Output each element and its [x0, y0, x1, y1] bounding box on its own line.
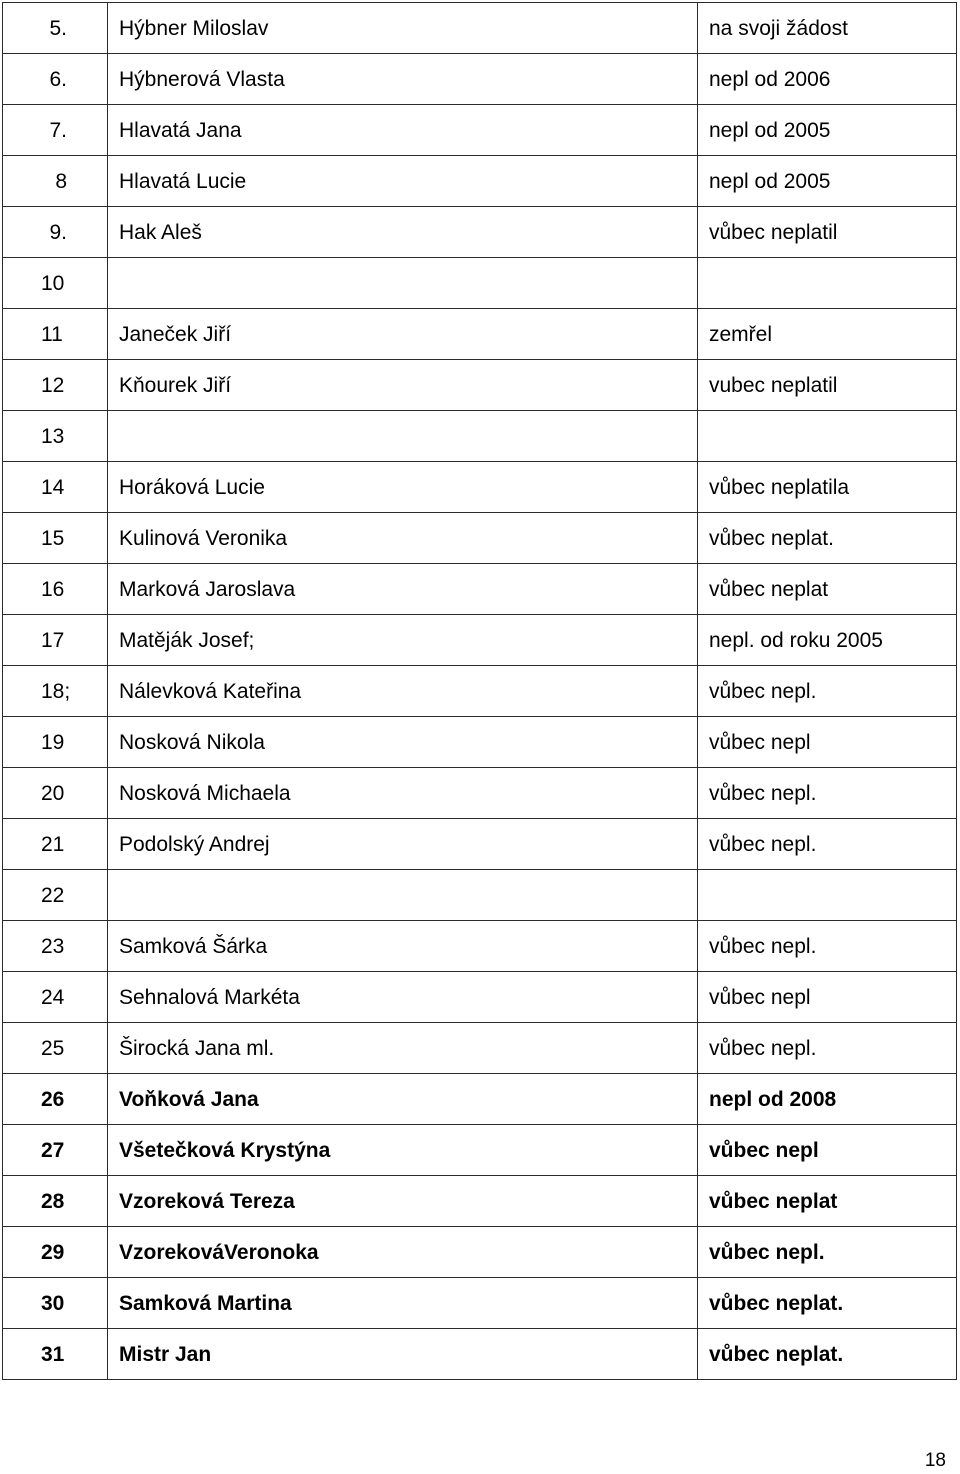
- row-number-cell: 27: [3, 1125, 108, 1176]
- row-number-cell: 6.: [3, 54, 108, 105]
- row-name-cell: Podolský Andrej: [108, 819, 698, 870]
- table-row: [3, 54, 957, 105]
- row-status-cell: nepl od 2005: [698, 156, 957, 207]
- table-row: [3, 615, 957, 666]
- row-number-cell: 7.: [3, 105, 108, 156]
- row-status-cell: vůbec neplat: [698, 1176, 957, 1227]
- row-name-cell: Vzoreková Tereza: [108, 1176, 698, 1227]
- row-status-cell: na svoji žádost: [698, 3, 957, 54]
- row-number-cell: 16: [3, 564, 108, 615]
- table-row: [3, 462, 957, 513]
- table-row: [3, 1074, 957, 1125]
- table-row: [3, 1227, 957, 1278]
- row-number-cell: 12: [3, 360, 108, 411]
- row-status-cell: vůbec nepl: [698, 717, 957, 768]
- row-name-cell: Mistr Jan: [108, 1329, 698, 1380]
- row-name-cell: Janeček Jiří: [108, 309, 698, 360]
- table-row: [3, 360, 957, 411]
- table-row: [3, 258, 957, 309]
- row-status-cell: [698, 258, 957, 309]
- row-name-cell: Horáková Lucie: [108, 462, 698, 513]
- page-number: 18: [924, 1450, 946, 1471]
- table-row: [3, 768, 957, 819]
- row-name-cell: Sehnalová Markéta: [108, 972, 698, 1023]
- row-status-cell: vůbec nepl.: [698, 768, 957, 819]
- table-row: [3, 870, 957, 921]
- row-status-cell: vůbec neplat.: [698, 1278, 957, 1329]
- row-name-cell: [108, 411, 698, 462]
- row-number-cell: 5.: [3, 3, 108, 54]
- row-status-cell: vůbec neplatila: [698, 462, 957, 513]
- row-number-cell: 18;: [3, 666, 108, 717]
- table-row: [3, 666, 957, 717]
- row-number-cell: 25: [3, 1023, 108, 1074]
- row-status-cell: vůbec nepl: [698, 1125, 957, 1176]
- table-row: [3, 1329, 957, 1380]
- row-number-cell: 19: [3, 717, 108, 768]
- table-row: [3, 819, 957, 870]
- row-name-cell: Hýbnerová Vlasta: [108, 54, 698, 105]
- row-name-cell: Matěják Josef;: [108, 615, 698, 666]
- row-number-cell: 24: [3, 972, 108, 1023]
- row-status-cell: nepl od 2008: [698, 1074, 957, 1125]
- row-status-cell: nepl od 2006: [698, 54, 957, 105]
- row-status-cell: vůbec neplat.: [698, 513, 957, 564]
- row-status-cell: zemřel: [698, 309, 957, 360]
- row-number-cell: 8: [3, 156, 108, 207]
- table-row: [3, 513, 957, 564]
- row-number-cell: 23: [3, 921, 108, 972]
- row-number-cell: 13: [3, 411, 108, 462]
- row-name-cell: Kňourek Jiří: [108, 360, 698, 411]
- table-row: [3, 411, 957, 462]
- row-name-cell: [108, 870, 698, 921]
- table-row: [3, 105, 957, 156]
- row-name-cell: Samková Martina: [108, 1278, 698, 1329]
- row-number-cell: 20: [3, 768, 108, 819]
- row-name-cell: Hýbner Miloslav: [108, 3, 698, 54]
- row-number-cell: 22: [3, 870, 108, 921]
- row-name-cell: Nosková Nikola: [108, 717, 698, 768]
- row-status-cell: vůbec nepl.: [698, 921, 957, 972]
- row-name-cell: Marková Jaroslava: [108, 564, 698, 615]
- row-name-cell: Širocká Jana ml.: [108, 1023, 698, 1074]
- row-status-cell: [698, 411, 957, 462]
- row-name-cell: VzorekováVeronoka: [108, 1227, 698, 1278]
- row-status-cell: nepl od 2005: [698, 105, 957, 156]
- row-number-cell: 14: [3, 462, 108, 513]
- table-row: [3, 207, 957, 258]
- row-number-cell: 29: [3, 1227, 108, 1278]
- row-status-cell: [698, 870, 957, 921]
- row-number-cell: 15: [3, 513, 108, 564]
- member-table-body: [3, 3, 957, 1380]
- member-table: [2, 2, 957, 1380]
- row-number-cell: 10: [3, 258, 108, 309]
- row-name-cell: Všetečková Krystýna: [108, 1125, 698, 1176]
- row-name-cell: Nosková Michaela: [108, 768, 698, 819]
- row-number-cell: 30: [3, 1278, 108, 1329]
- row-name-cell: Voňková Jana: [108, 1074, 698, 1125]
- row-status-cell: vůbec nepl.: [698, 819, 957, 870]
- table-row: [3, 1278, 957, 1329]
- row-number-cell: 31: [3, 1329, 108, 1380]
- row-number-cell: 21: [3, 819, 108, 870]
- row-number-cell: 28: [3, 1176, 108, 1227]
- row-name-cell: Hlavatá Lucie: [108, 156, 698, 207]
- table-row: [3, 972, 957, 1023]
- row-status-cell: vůbec nepl.: [698, 1023, 957, 1074]
- table-row: [3, 156, 957, 207]
- row-number-cell: 9.: [3, 207, 108, 258]
- table-row: [3, 3, 957, 54]
- row-name-cell: Hlavatá Jana: [108, 105, 698, 156]
- row-name-cell: Nálevková Kateřina: [108, 666, 698, 717]
- row-number-cell: 11: [3, 309, 108, 360]
- row-number-cell: 17: [3, 615, 108, 666]
- table-row: [3, 921, 957, 972]
- row-name-cell: [108, 258, 698, 309]
- row-status-cell: vůbec neplat.: [698, 1329, 957, 1380]
- row-status-cell: vubec neplatil: [698, 360, 957, 411]
- row-status-cell: vůbec neplatil: [698, 207, 957, 258]
- row-number-cell: 26: [3, 1074, 108, 1125]
- row-status-cell: vůbec nepl.: [698, 1227, 957, 1278]
- row-name-cell: Hak Aleš: [108, 207, 698, 258]
- table-row: [3, 564, 957, 615]
- row-name-cell: Samková Šárka: [108, 921, 698, 972]
- table-row: [3, 1125, 957, 1176]
- row-status-cell: vůbec neplat: [698, 564, 957, 615]
- row-status-cell: nepl. od roku 2005: [698, 615, 957, 666]
- row-name-cell: Kulinová Veronika: [108, 513, 698, 564]
- row-status-cell: vůbec nepl.: [698, 666, 957, 717]
- table-row: [3, 717, 957, 768]
- table-row: [3, 1023, 957, 1074]
- row-status-cell: vůbec nepl: [698, 972, 957, 1023]
- table-row: [3, 1176, 957, 1227]
- table-row: [3, 309, 957, 360]
